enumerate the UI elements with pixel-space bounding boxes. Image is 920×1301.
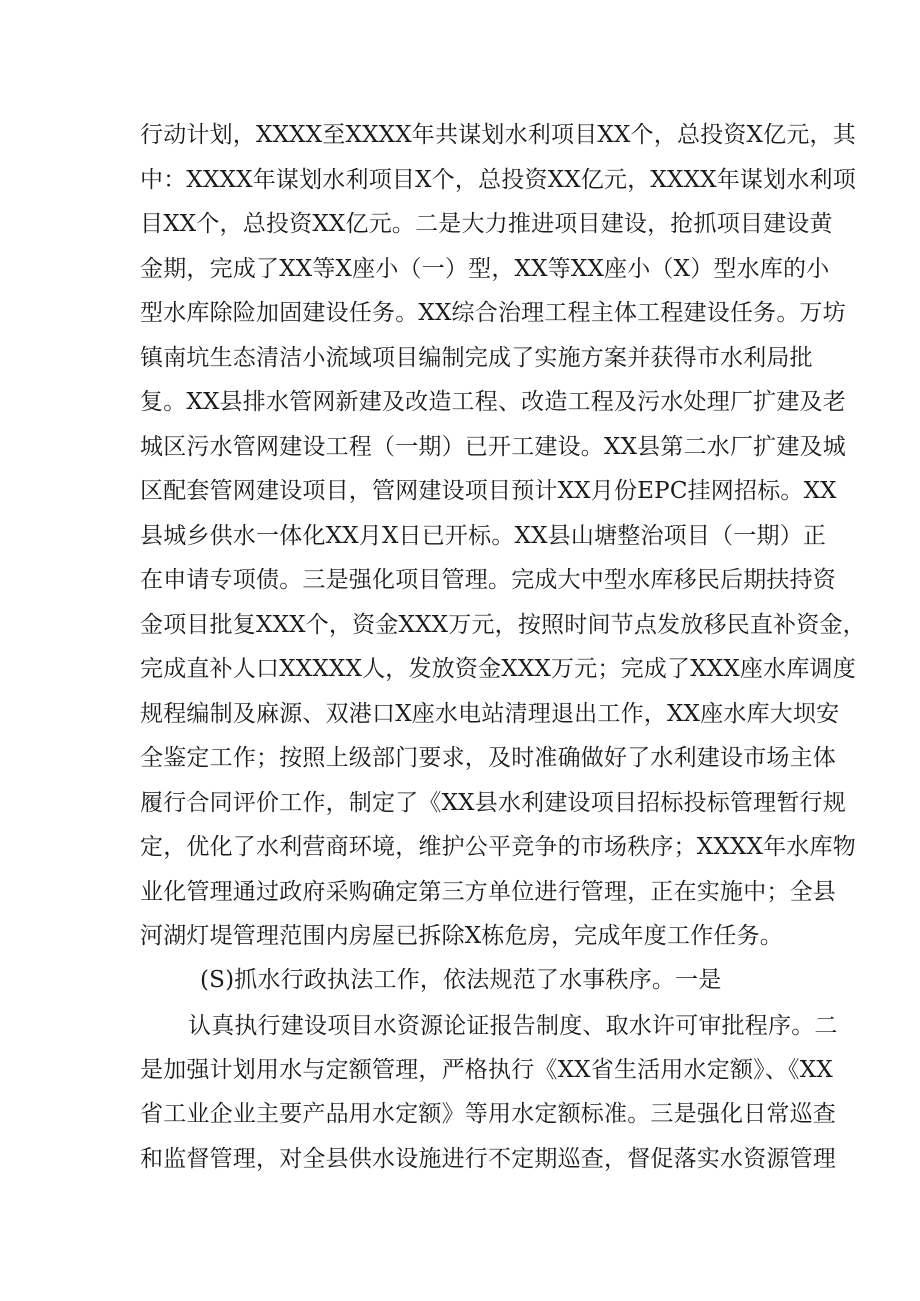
paragraph-1-line-19: 河湖灯堤管理范围内房屋已拆除X栋危房，完成年度工作任务。: [140, 923, 783, 949]
paragraph-1-line-10: 县城乡供水一体化XX月X日已开标。XX县山塘整治项目（一期）正: [140, 523, 827, 549]
paragraph-2-line-3: 省工业企业主要产品用水定额》等用水定额标准。三是强化日常巡查: [140, 1101, 836, 1127]
paragraph-1-line-12: 金项目批复XXX个，资金XXX万元，按照时间节点发放移民直补资金，: [140, 612, 866, 638]
paragraph-1-line-11: 在申请专项债。三是强化项目管理。完成大中型水库移民后期扶持资: [140, 567, 836, 593]
section-heading: (S)抓水行政执法工作，依法规范了水事秩序。一是: [200, 967, 722, 993]
paragraph-1-line-1: 行动计划，XXXX至XXXX年共谋划水利项目XX个，总投资X亿元，其: [140, 122, 856, 148]
paragraph-1-line-15: 全鉴定工作；按照上级部门要求，及时准确做好了水利建设市场主体: [140, 745, 836, 771]
paragraph-2-line-4: 和监督管理，对全县供水设施进行不定期巡查，督促落实水资源管理: [140, 1146, 836, 1172]
paragraph-1-line-16: 履行合同评价工作，制定了《XX县水利建设项目招标投标管理暂行规: [140, 790, 846, 816]
paragraph-1-line-4: 金期，完成了XX等X座小（一）型，XX等XX座小（X）型水库的小: [140, 256, 830, 282]
paragraph-1-line-8: 城区污水管网建设工程（一期）已开工建设。XX县第二水厂扩建及城: [140, 434, 846, 460]
paragraph-1-line-2: 中：XXXX年谋划水利项目X个，总投资XX亿元，XXXX年谋划水利项: [140, 167, 856, 193]
paragraph-2-line-1: 认真执行建设项目水资源论证报告制度、取水许可审批程序。二: [188, 1013, 838, 1039]
paragraph-1-line-18: 业化管理通过政府采购确定第三方单位进行管理，正在实施中；全县: [140, 879, 836, 905]
paragraph-2-line-2: 是加强计划用水与定额管理，严格执行《XX省生活用水定额》、《XX: [140, 1057, 833, 1083]
paragraph-1-line-6: 镇南坑生态清洁小流域项目编制完成了实施方案并获得市水利局批: [140, 345, 813, 371]
paragraph-1-line-17: 定，优化了水利营商环境，维护公平竞争的市场秩序；XXXX年水库物: [140, 834, 856, 860]
paragraph-1-line-7: 复。XX县排水管网新建及改造工程、改造工程及污水处理厂扩建及老: [140, 389, 846, 415]
paragraph-1-line-3: 目XX个，总投资XX亿元。二是大力推进项目建设，抢抓项目建设黄: [140, 211, 833, 237]
paragraph-1-line-13: 完成直补人口XXXXX人，发放资金XXX万元；完成了XXX座水库调度: [140, 656, 856, 682]
paragraph-1-line-9: 区配套管网建设项目，管网建设项目预计XX月份EPC挂网招标。XX: [140, 478, 837, 504]
paragraph-1-line-5: 型水库除险加固建设任务。XX综合治理工程主体工程建设任务。万坊: [140, 300, 846, 326]
paragraph-1-line-14: 规程编制及麻源、双港口X座水电站清理退出工作，XX座水库大坝安: [140, 701, 840, 727]
